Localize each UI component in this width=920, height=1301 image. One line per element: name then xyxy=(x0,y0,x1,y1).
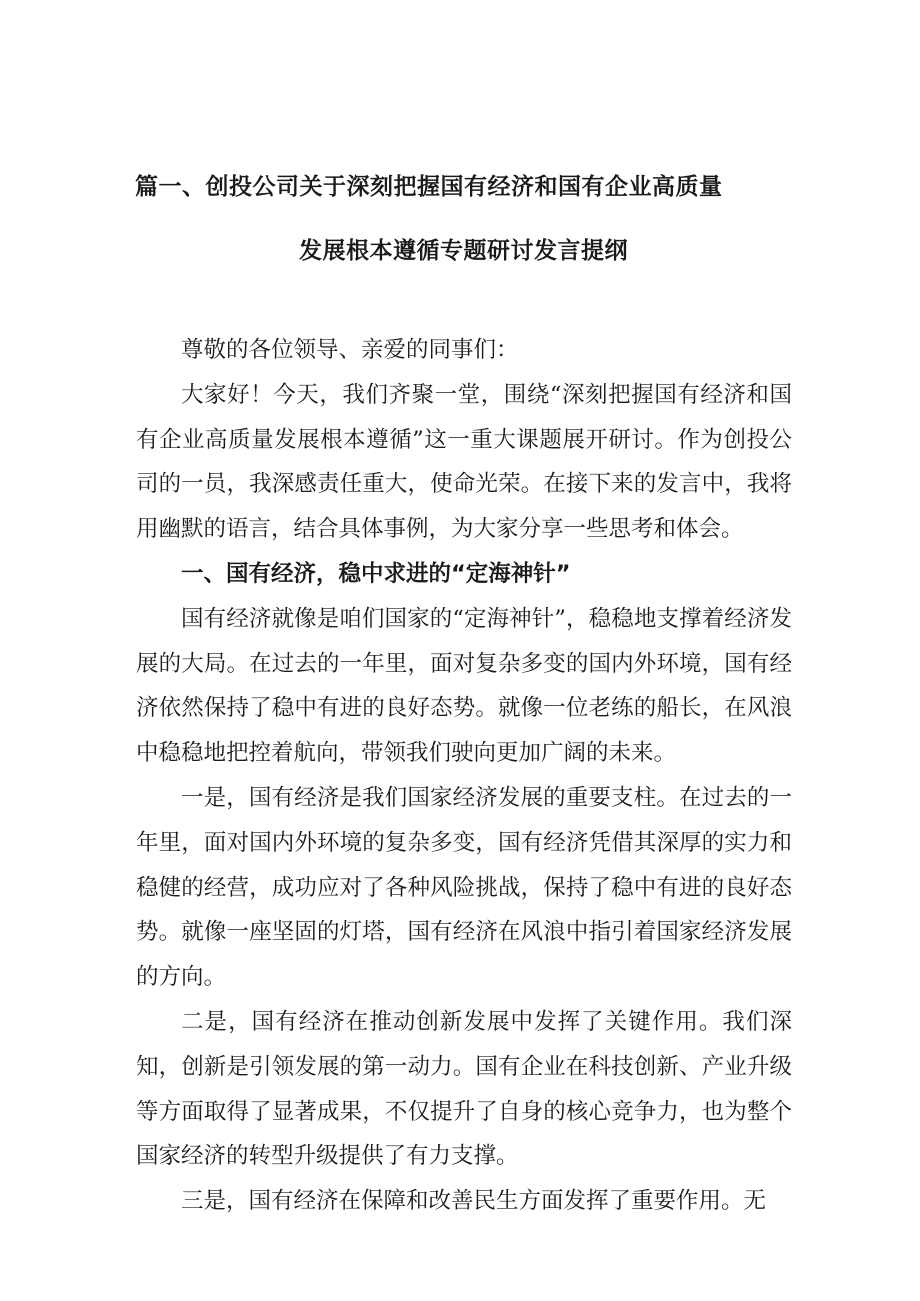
body-paragraph: 一是，国有经济是我们国家经济发展的重要支柱。在过去的一年里，面对国内外环境的复杂多变，国有经济凭借其深厚的实力和稳健的经营，成功应对了各种风险挑战，保持了稳中有进的良好态势。就像一座坚固的灯塔，国有经济在风浪中指引着国家经济发展的方向。 xyxy=(136,784,792,991)
document-body xyxy=(136,328,792,1224)
section-heading: 一、国有经济，稳中求进的“定海神针” xyxy=(181,560,571,587)
body-paragraph: 二是，国有经济在推动创新发展中发挥了关键作用。我们深知，创新是引领发展的第一动力。国有企业在科技创新、产业升级等方面取得了显著成果，不仅提升了自身的核心竞争力，也为整个国家经济的转型升级提供了有力支撑。 xyxy=(136,1008,792,1170)
document-title-line-2: 发展根本遵循专题研讨发言提纲 xyxy=(299,238,628,264)
body-paragraph: 三是，国有经济在保障和改善民生方面发挥了重要作用。无 xyxy=(181,1188,767,1215)
salutation: 尊敬的各位领导、亲爱的同事们： xyxy=(181,337,519,363)
document-title-line-1: 篇一、创投公司关于深刻把握国有经济和国有企业高质量 xyxy=(135,174,723,200)
body-paragraph: 国有经济就像是咱们国家的“定海神针”，稳稳地支撑着经济发展的大局。在过去的一年里，面对复杂多变的国内外环境，国有经济依然保持了稳中有进的良好态势。就像一位老练的船长，在风浪中稳稳地把控着航向，带领我们驶向更加广阔的未来。 xyxy=(136,605,792,767)
intro-paragraph: 大家好！今天，我们齐聚一堂，围绕“深刻把握国有经济和国有企业高质量发展根本遵循”这一重大课题展开研讨。作为创投公司的一员，我深感责任重大，使命光荣。在接下来的发言中，我将用幽默的语言，结合具体事例，为大家分享一些思考和体会。 xyxy=(136,381,792,543)
